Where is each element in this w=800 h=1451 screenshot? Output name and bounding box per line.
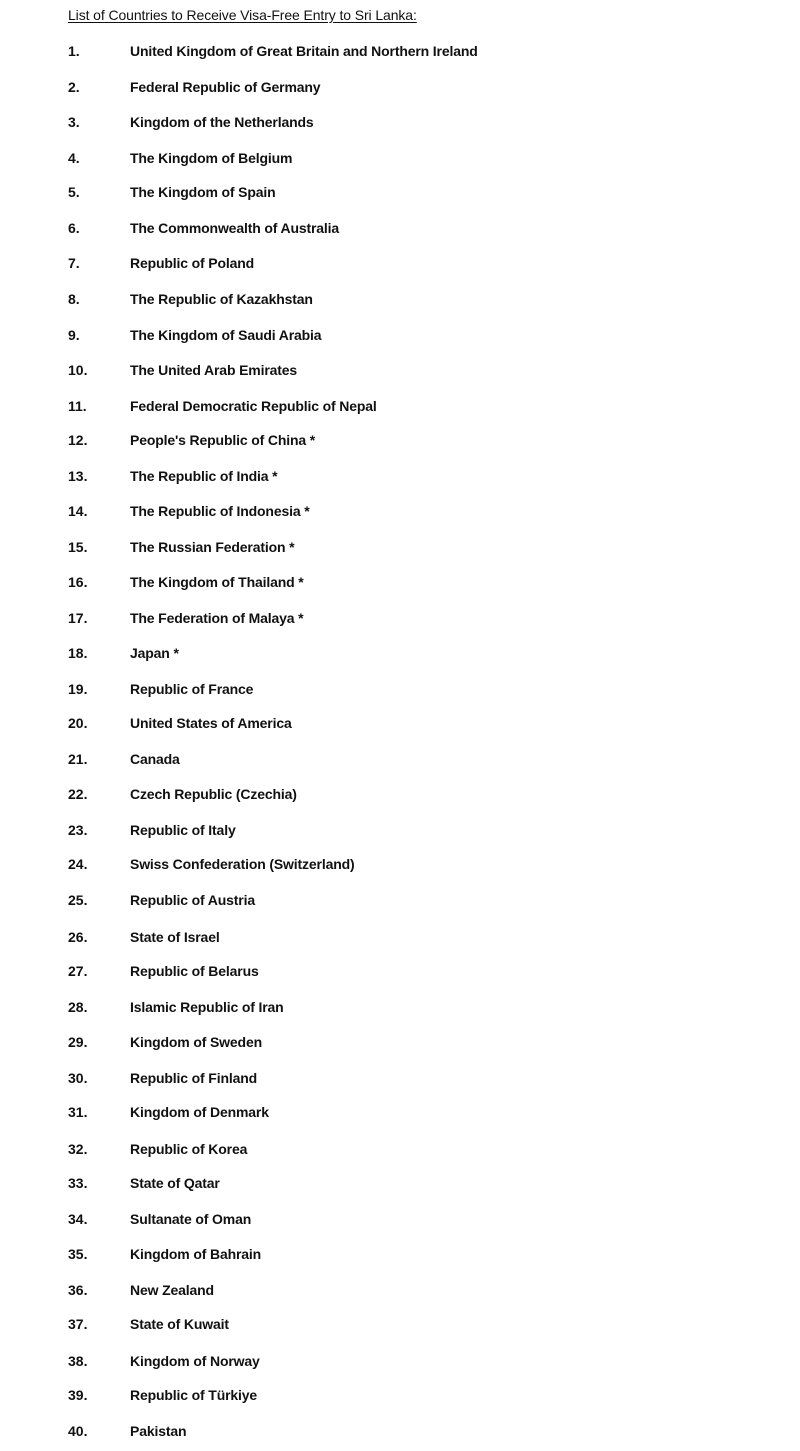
country-name: Republic of Italy [130,822,236,838]
country-name: State of Kuwait [130,1316,229,1332]
item-number: 10. [68,362,88,378]
item-number: 27. [68,963,88,979]
list-item [0,715,800,735]
item-number: 35. [68,1246,88,1262]
country-name: United Kingdom of Great Britain and Northern Ireland [130,43,478,59]
list-item [0,362,800,382]
item-number: 6. [68,220,80,236]
country-name: Kingdom of Sweden [130,1034,263,1050]
list-item [0,291,800,311]
list-item [0,929,800,949]
item-number: 34. [68,1211,88,1227]
item-number: 26. [68,929,88,945]
list-item [0,1070,800,1090]
list-item [0,999,800,1019]
list-item [0,1387,800,1407]
item-number: 5. [68,184,80,200]
country-name: Republic of Korea [130,1141,248,1157]
item-number: 38. [68,1353,88,1369]
country-name: Kingdom of Bahrain [130,1246,262,1262]
country-name: Czech Republic (Czechia) [130,786,297,802]
country-name: Kingdom of Norway [130,1353,260,1369]
item-number: 31. [68,1104,88,1120]
document-title: List of Countries to Receive Visa-Free Entry to Sri Lanka: [68,7,417,23]
list-item [0,1282,800,1302]
country-name: The Kingdom of Belgium [130,150,293,166]
list-item [0,822,800,842]
item-number: 37. [68,1316,88,1332]
country-name: The Republic of India * [130,468,278,484]
item-number: 7. [68,255,80,271]
country-name: Kingdom of the Netherlands [130,114,314,130]
list-item [0,43,800,63]
item-number: 18. [68,645,88,661]
item-number: 28. [68,999,88,1015]
list-item [0,1104,800,1124]
list-item [0,1246,800,1266]
list-item [0,1316,800,1336]
country-name: The Russian Federation * [130,539,295,555]
list-item [0,255,800,275]
country-name: The Federation of Malaya * [130,610,304,626]
list-item [0,1423,800,1443]
country-name: Pakistan [130,1423,187,1439]
item-number: 11. [68,398,87,414]
list-item [0,539,800,559]
country-name: The Kingdom of Thailand * [130,574,304,590]
item-number: 39. [68,1387,88,1403]
item-number: 32. [68,1141,88,1157]
country-name: Japan * [130,645,179,661]
country-name: Republic of Finland [130,1070,258,1086]
item-number: 8. [68,291,80,307]
list-item [0,184,800,204]
list-item [0,327,800,347]
country-name: United States of America [130,715,292,731]
country-name: Republic of Belarus [130,963,259,979]
list-item [0,786,800,806]
country-name: Canada [130,751,180,767]
item-number: 22. [68,786,88,802]
country-name: The Republic of Indonesia * [130,503,310,519]
item-number: 3. [68,114,80,130]
list-item [0,150,800,170]
item-number: 17. [68,610,88,626]
list-item [0,1211,800,1231]
country-name: The Kingdom of Saudi Arabia [130,327,322,343]
list-item [0,79,800,99]
item-number: 12. [68,432,88,448]
item-number: 29. [68,1034,88,1050]
list-item [0,1141,800,1161]
list-item [0,856,800,876]
country-name: Republic of Austria [130,892,255,908]
country-name: The Commonwealth of Australia [130,220,340,236]
country-name: Sultanate of Oman [130,1211,252,1227]
list-item [0,1353,800,1373]
item-number: 1. [68,43,80,59]
country-name: Republic of France [130,681,254,697]
item-number: 33. [68,1175,88,1191]
item-number: 25. [68,892,88,908]
item-number: 19. [68,681,88,697]
item-number: 30. [68,1070,88,1086]
country-name: The United Arab Emirates [130,362,298,378]
country-name: Islamic Republic of Iran [130,999,284,1015]
list-item [0,645,800,665]
item-number: 24. [68,856,88,872]
list-item [0,503,800,523]
list-item [0,751,800,771]
list-item [0,114,800,134]
country-name: Swiss Confederation (Switzerland) [130,856,355,872]
country-name: The Kingdom of Spain [130,184,276,200]
item-number: 2. [68,79,80,95]
list-item [0,681,800,701]
item-number: 23. [68,822,88,838]
country-name: The Republic of Kazakhstan [130,291,313,307]
item-number: 16. [68,574,88,590]
country-name: New Zealand [130,1282,214,1298]
list-item [0,220,800,240]
item-number: 21. [68,751,88,767]
item-number: 4. [68,150,80,166]
list-item [0,574,800,594]
country-name: State of Qatar [130,1175,220,1191]
list-item [0,468,800,488]
list-item [0,892,800,912]
item-number: 13. [68,468,88,484]
list-item [0,1175,800,1195]
country-name: Republic of Poland [130,255,255,271]
list-item [0,610,800,630]
item-number: 15. [68,539,88,555]
country-name: Kingdom of Denmark [130,1104,269,1120]
item-number: 20. [68,715,88,731]
list-item [0,963,800,983]
country-name: Federal Republic of Germany [130,79,321,95]
country-name: Federal Democratic Republic of Nepal [130,398,377,414]
list-item [0,432,800,452]
item-number: 40. [68,1423,88,1439]
item-number: 36. [68,1282,88,1298]
list-item [0,398,800,418]
list-item [0,1034,800,1054]
item-number: 14. [68,503,88,519]
item-number: 9. [68,327,80,343]
country-name: People's Republic of China * [130,432,316,448]
country-name: State of Israel [130,929,220,945]
country-name: Republic of Türkiye [130,1387,258,1403]
